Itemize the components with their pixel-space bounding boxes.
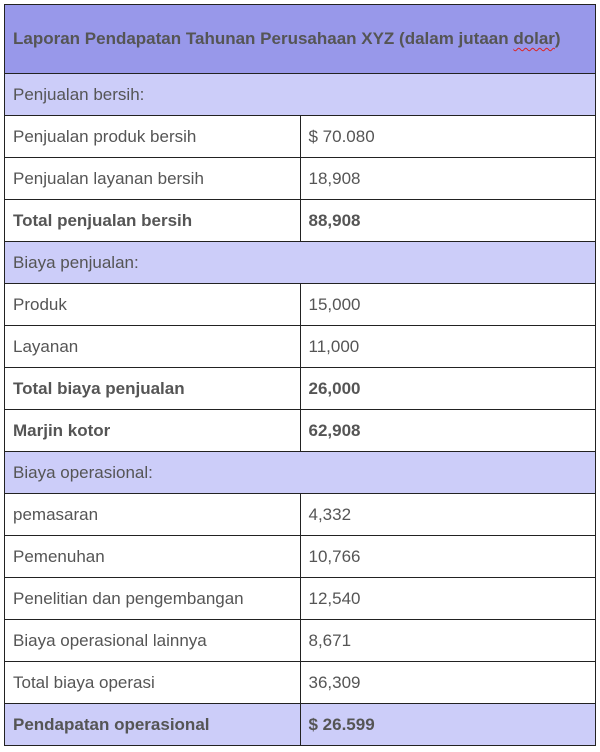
row-value: 36,309 xyxy=(300,662,596,704)
table-row xyxy=(5,326,596,368)
table-title: Laporan Pendapatan Tahunan Perusahaan XYZ (dalam jutaan dolar) xyxy=(5,5,596,74)
row-value: $ 26.599 xyxy=(300,704,596,746)
section-heading-net-sales: Penjualan bersih: xyxy=(5,74,596,116)
gross-margin-row xyxy=(5,410,596,452)
row-value: 88,908 xyxy=(300,200,596,242)
table-title-row xyxy=(5,5,596,74)
row-value: 8,671 xyxy=(300,620,596,662)
table-row xyxy=(5,284,596,326)
row-label: Produk xyxy=(5,284,301,326)
table-row xyxy=(5,578,596,620)
subtotal-row xyxy=(5,368,596,410)
row-label: Marjin kotor xyxy=(5,410,301,452)
row-label: Penelitian dan pengembangan xyxy=(5,578,301,620)
table-row xyxy=(5,494,596,536)
row-label: Pendapatan operasional xyxy=(5,704,301,746)
subtotal-row xyxy=(5,200,596,242)
row-value: 15,000 xyxy=(300,284,596,326)
row-label: Total penjualan bersih xyxy=(5,200,301,242)
section-heading-operating-expenses: Biaya operasional: xyxy=(5,452,596,494)
income-statement-table xyxy=(4,4,596,746)
table-row xyxy=(5,536,596,578)
row-value: 10,766 xyxy=(300,536,596,578)
table-row xyxy=(5,620,596,662)
row-label: pemasaran xyxy=(5,494,301,536)
operating-income-row xyxy=(5,704,596,746)
row-label: Penjualan layanan bersih xyxy=(5,158,301,200)
table-row xyxy=(5,158,596,200)
spellcheck-underlined-word[interactable]: dolar xyxy=(513,29,555,48)
row-value: $ 70.080 xyxy=(300,116,596,158)
row-value: 26,000 xyxy=(300,368,596,410)
row-label: Layanan xyxy=(5,326,301,368)
row-label: Total biaya penjualan xyxy=(5,368,301,410)
table-row xyxy=(5,116,596,158)
row-value: 11,000 xyxy=(300,326,596,368)
subtotal-row xyxy=(5,662,596,704)
row-label: Total biaya operasi xyxy=(5,662,301,704)
row-value: 62,908 xyxy=(300,410,596,452)
row-value: 18,908 xyxy=(300,158,596,200)
row-label: Biaya operasional lainnya xyxy=(5,620,301,662)
row-value: 4,332 xyxy=(300,494,596,536)
section-heading-cost-of-sales: Biaya penjualan: xyxy=(5,242,596,284)
row-value: 12,540 xyxy=(300,578,596,620)
row-label: Pemenuhan xyxy=(5,536,301,578)
row-label: Penjualan produk bersih xyxy=(5,116,301,158)
